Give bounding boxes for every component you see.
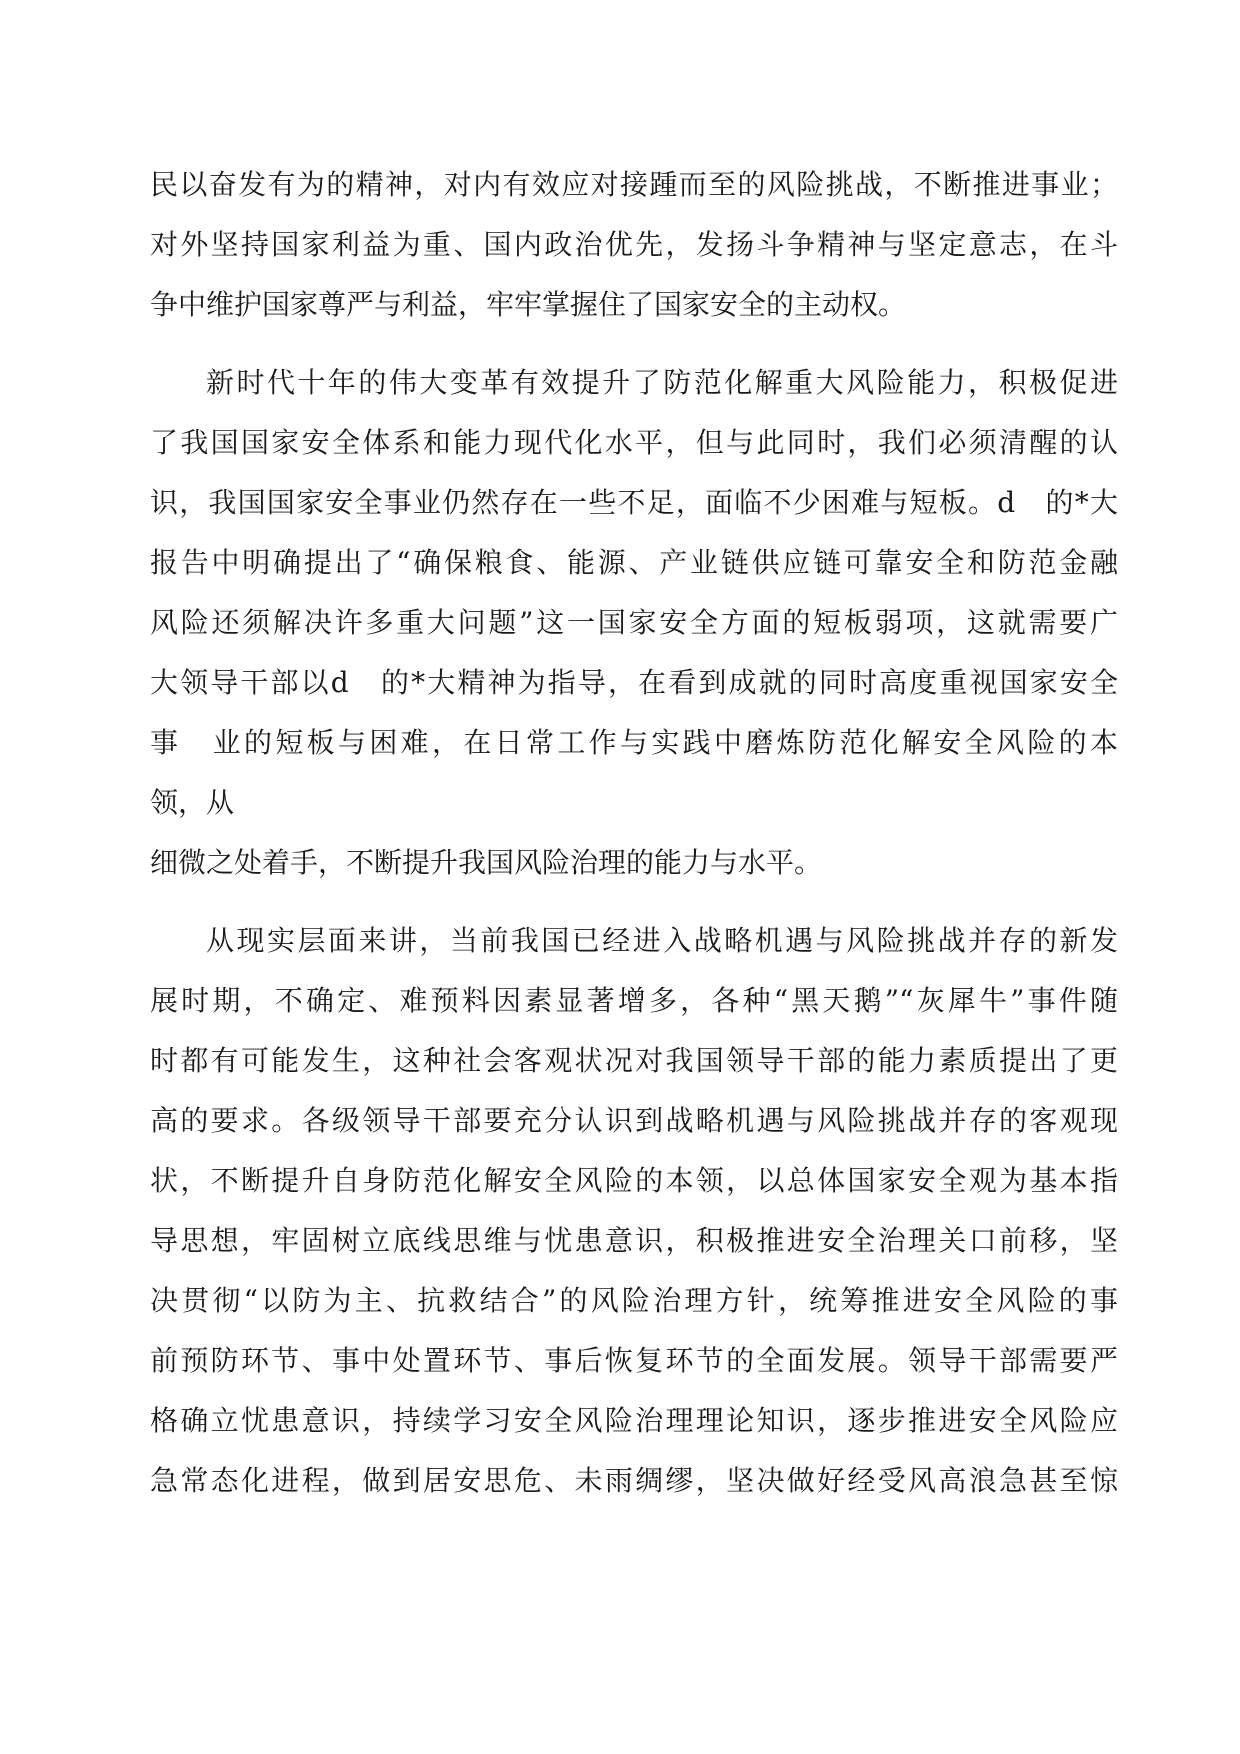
text-line: 急常态化进程，做到居安思危、未雨绸缪，坚决做好经受风高浪急甚至惊 bbox=[150, 1464, 1118, 1497]
text-line: 格确立忧患意识，持续学习安全风险治理理论知识，逐步推进安全风险应 bbox=[150, 1404, 1118, 1437]
paragraph-1 bbox=[150, 155, 1118, 335]
paragraph-gap bbox=[150, 335, 1118, 353]
text-line: 风险还须解决许多重大问题”这一国家安全方面的短板弱项，这就需要广 bbox=[150, 606, 1118, 639]
document-body bbox=[150, 155, 1118, 1511]
text-line: 从现实层面来讲，当前我国已经进入战略机遇与风险挑战并存的新发 bbox=[206, 924, 1118, 957]
text-line: 高的要求。各级领导干部要充分认识到战略机遇与风险挑战并存的客观现 bbox=[150, 1104, 1118, 1137]
text-line: 导思想，牢固树立底线思维与忧患意识，积极推进安全治理关口前移，坚 bbox=[150, 1224, 1118, 1257]
text-line: 状，不断提升自身防范化解安全风险的本领，以总体国家安全观为基本指 bbox=[150, 1164, 1118, 1197]
text-line: 识，我国国家安全事业仍然存在一些不足，面临不少困难与短板。d 的*大 bbox=[150, 486, 1118, 519]
text-line: 决贯彻“以防为主、抗救结合”的风险治理方针，统筹推进安全风险的事 bbox=[150, 1284, 1118, 1317]
text-line: 报告中明确提出了“确保粮食、能源、产业链供应链可靠安全和防范金融 bbox=[150, 546, 1118, 579]
text-line: 了我国国家安全体系和能力现代化水平，但与此同时，我们必须清醒的认 bbox=[150, 426, 1118, 459]
text-line: 前预防环节、事中处置环节、事后恢复环节的全面发展。领导干部需要严 bbox=[150, 1344, 1118, 1377]
text-line: 时都有可能发生，这种社会客观状况对我国领导干部的能力素质提出了更 bbox=[150, 1044, 1118, 1077]
text-line: 展时期，不确定、难预料因素显著增多，各种“黑天鹅”“灰犀牛”事件随 bbox=[150, 984, 1118, 1017]
paragraph-2 bbox=[150, 353, 1118, 893]
text-line: 民以奋发有为的精神，对内有效应对接踵而至的风险挑战，不断推进事业； bbox=[150, 168, 1118, 201]
text-line: 大领导干部以d 的*大精神为指导，在看到成就的同时高度重视国家安全 bbox=[150, 666, 1118, 699]
paragraph-3 bbox=[150, 911, 1118, 1511]
paragraph-gap bbox=[150, 893, 1118, 911]
text-line: 新时代十年的伟大变革有效提升了防范化解重大风险能力，积极促进 bbox=[206, 366, 1118, 399]
text-line: 事 业的短板与困难，在日常工作与实践中磨炼防范化解安全风险的本 bbox=[150, 726, 1118, 759]
text-line: 领，从 bbox=[150, 786, 235, 819]
text-line: 细微之处着手，不断提升我国风险治理的能力与水平。 bbox=[150, 846, 823, 879]
text-line: 争中维护国家尊严与利益，牢牢掌握住了国家安全的主动权。 bbox=[150, 288, 907, 321]
text-line: 对外坚持国家利益为重、国内政治优先，发扬斗争精神与坚定意志，在斗 bbox=[150, 228, 1118, 261]
